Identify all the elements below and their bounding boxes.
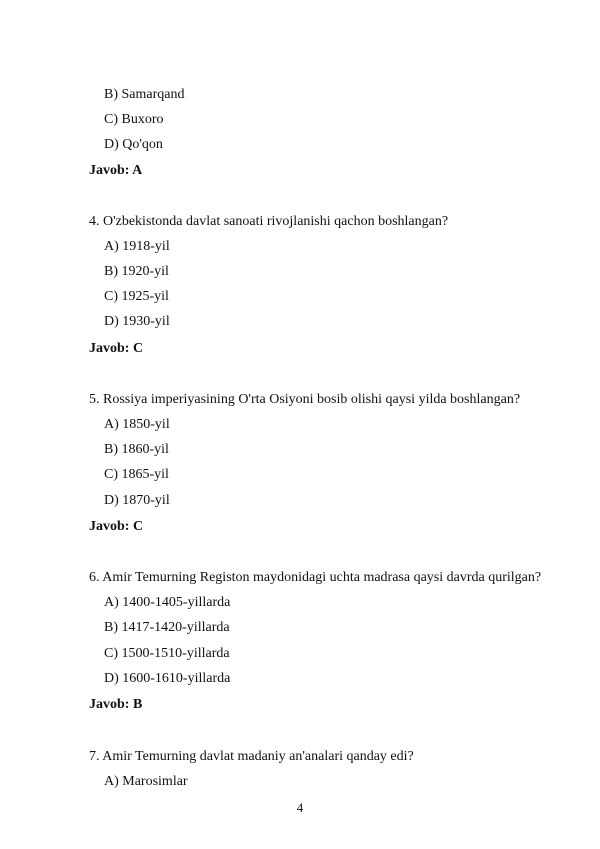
- question-6-option-a: A) 1400-1405-yillarda: [104, 595, 231, 610]
- question-7: 7. Amir Temurning davlat madaniy an'analari qanday edi?: [89, 749, 414, 764]
- page-number: 4: [296, 800, 304, 815]
- question-5: 5. Rossiya imperiyasining O'rta Osiyoni bosib olishi qaysi yilda boshlangan?: [89, 392, 521, 407]
- option-c: C) Buxoro: [104, 112, 164, 127]
- question-5-option-a: A) 1850-yil: [104, 417, 170, 432]
- answer-label: Javob: A: [89, 163, 143, 178]
- question-6: 6. Amir Temurning Registon maydonidagi uchta madrasa qaysi davrda qurilgan?: [89, 570, 542, 585]
- question-4-option-d: D) 1930-yil: [104, 314, 170, 329]
- question-5-answer: Javob: C: [89, 519, 144, 534]
- question-4: 4. O'zbekistonda davlat sanoati rivojlanishi qachon boshlangan?: [89, 214, 449, 229]
- question-6-option-d: D) 1600-1610-yillarda: [104, 671, 231, 686]
- option-d: D) Qo'qon: [104, 137, 163, 152]
- question-4-option-b: B) 1920-yil: [104, 264, 169, 279]
- option-b: B) Samarqand: [104, 87, 185, 102]
- question-7-option-a: A) Marosimlar: [104, 774, 188, 789]
- question-5-option-d: D) 1870-yil: [104, 493, 170, 508]
- question-6-option-b: B) 1417-1420-yillarda: [104, 620, 230, 635]
- question-6-answer: Javob: B: [89, 697, 143, 712]
- question-4-option-c: C) 1925-yil: [104, 289, 169, 304]
- question-6-option-c: C) 1500-1510-yillarda: [104, 646, 230, 661]
- question-5-option-b: B) 1860-yil: [104, 442, 169, 457]
- question-4-answer: Javob: C: [89, 341, 144, 356]
- question-5-option-c: C) 1865-yil: [104, 467, 169, 482]
- question-4-option-a: A) 1918-yil: [104, 239, 170, 254]
